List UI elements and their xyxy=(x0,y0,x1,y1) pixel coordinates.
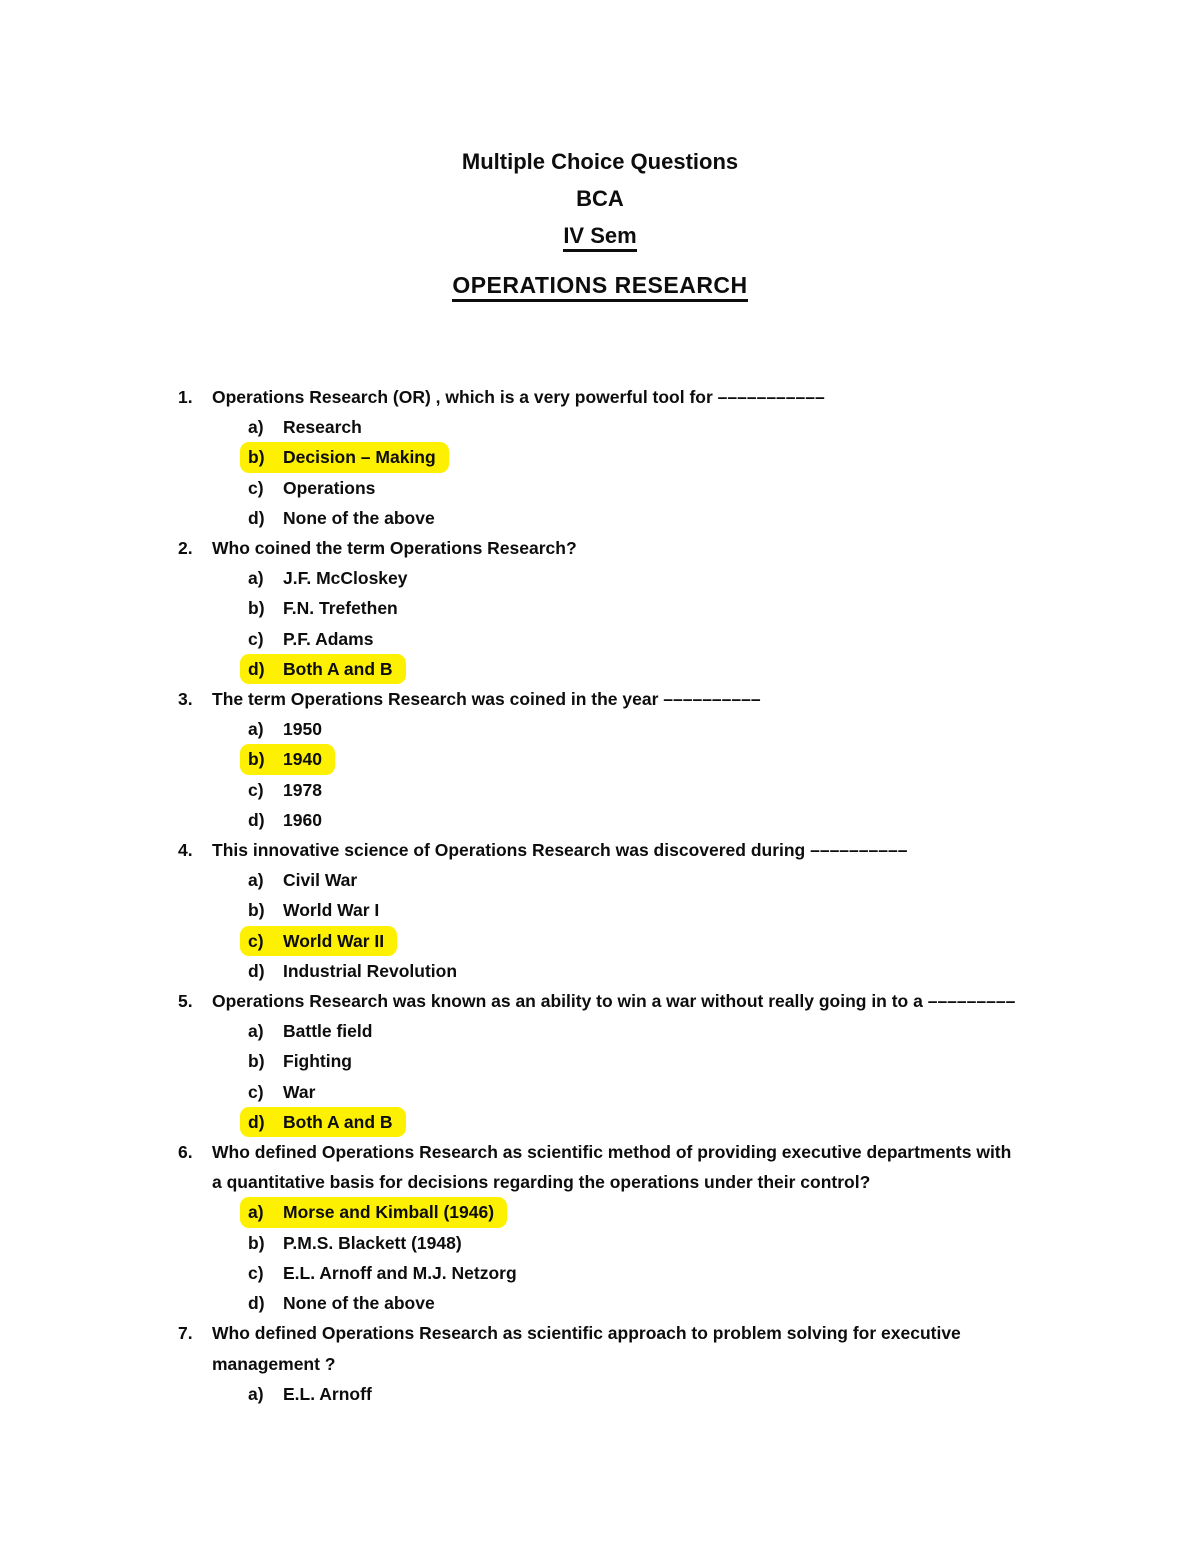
question-text-line: Operations Research was known as an ability to win a war without really going in to a ––––––––– xyxy=(212,991,1016,1012)
option-content-highlighted xyxy=(240,654,406,684)
option-letter: d) xyxy=(248,507,265,528)
question-number: 2. xyxy=(178,538,193,559)
question-6 xyxy=(0,1137,1200,1318)
option-letter: c) xyxy=(248,779,264,800)
option-text: 1950 xyxy=(283,719,322,740)
option-row xyxy=(0,926,1200,956)
option-content xyxy=(248,412,362,442)
option-content xyxy=(248,1228,462,1258)
option-text: P.F. Adams xyxy=(283,628,374,649)
option-letter: a) xyxy=(248,568,264,589)
option-content xyxy=(248,956,457,986)
doc-course-line xyxy=(0,266,1200,304)
option-row xyxy=(0,442,1200,472)
options-list xyxy=(0,1379,1200,1409)
option-row xyxy=(0,1077,1200,1107)
option-letter: d) xyxy=(248,809,265,830)
option-content xyxy=(248,503,435,533)
option-content-highlighted xyxy=(240,926,397,956)
options-list xyxy=(0,412,1200,533)
option-row xyxy=(0,1258,1200,1288)
option-letter: b) xyxy=(248,447,265,468)
option-content xyxy=(248,1016,372,1046)
option-row xyxy=(0,865,1200,895)
option-letter: b) xyxy=(248,1051,265,1072)
question-number: 7. xyxy=(178,1323,193,1344)
option-content xyxy=(248,1379,372,1409)
option-text: Decision – Making xyxy=(283,447,436,468)
options-list xyxy=(0,714,1200,835)
question-number: 6. xyxy=(178,1142,193,1163)
option-row xyxy=(0,1016,1200,1046)
option-content xyxy=(248,624,373,654)
doc-program: BCA xyxy=(576,186,624,211)
option-letter: d) xyxy=(248,960,265,981)
option-text: 1960 xyxy=(283,809,322,830)
question-3 xyxy=(0,684,1200,835)
option-text: 1940 xyxy=(283,749,322,770)
question-text xyxy=(212,986,1015,1016)
option-row xyxy=(0,744,1200,774)
option-text: World War I xyxy=(283,900,380,921)
option-letter: b) xyxy=(248,1232,265,1253)
options-list xyxy=(0,865,1200,986)
option-row xyxy=(0,895,1200,925)
option-text: F.N. Trefethen xyxy=(283,598,398,619)
question-text xyxy=(212,1318,961,1378)
option-text: P.M.S. Blackett (1948) xyxy=(283,1232,462,1253)
document-header xyxy=(0,0,1200,304)
option-letter: a) xyxy=(248,719,264,740)
question-text-line: The term Operations Research was coined in the year –––––––––– xyxy=(212,689,761,710)
option-content-highlighted xyxy=(240,1107,406,1137)
option-text: Morse and Kimball (1946) xyxy=(283,1202,495,1223)
option-row xyxy=(0,1288,1200,1318)
option-content xyxy=(248,563,408,593)
option-letter: d) xyxy=(248,658,265,679)
question-7 xyxy=(0,1318,1200,1409)
question-text-line: management ? xyxy=(212,1353,336,1374)
question-text xyxy=(212,835,907,865)
option-content xyxy=(248,775,322,805)
option-row xyxy=(0,714,1200,744)
question-1 xyxy=(0,382,1200,533)
option-content xyxy=(248,1258,517,1288)
option-text: None of the above xyxy=(283,1293,435,1314)
question-row xyxy=(0,533,1200,563)
option-row xyxy=(0,654,1200,684)
option-letter: a) xyxy=(248,870,264,891)
option-row xyxy=(0,593,1200,623)
question-text-line: a quantitative basis for decisions regarding the operations under their control? xyxy=(212,1172,871,1193)
question-text xyxy=(212,1137,1011,1197)
option-content xyxy=(248,1046,352,1076)
question-number: 3. xyxy=(178,689,193,710)
question-text-line: Who defined Operations Research as scientific method of providing executive departments with xyxy=(212,1142,1012,1163)
option-text: War xyxy=(283,1081,316,1102)
option-text: Research xyxy=(283,417,362,438)
option-letter: a) xyxy=(248,1202,264,1223)
option-letter: c) xyxy=(248,1262,264,1283)
option-content-highlighted xyxy=(240,442,449,472)
option-letter: b) xyxy=(248,749,265,770)
option-text: Operations xyxy=(283,477,376,498)
option-row xyxy=(0,956,1200,986)
option-text: Fighting xyxy=(283,1051,353,1072)
option-text: 1978 xyxy=(283,779,322,800)
question-row xyxy=(0,684,1200,714)
question-text xyxy=(212,382,825,412)
doc-semester: IV Sem xyxy=(563,223,636,252)
option-row xyxy=(0,1197,1200,1227)
option-content xyxy=(248,1077,315,1107)
option-text: Civil War xyxy=(283,870,358,891)
option-content-highlighted xyxy=(240,744,335,774)
option-content xyxy=(248,1288,435,1318)
question-text-line: Operations Research (OR) , which is a very powerful tool for ––––––––––– xyxy=(212,387,825,407)
question-row xyxy=(0,835,1200,865)
questions-list xyxy=(0,382,1200,1409)
question-4 xyxy=(0,835,1200,986)
option-content xyxy=(248,593,398,623)
option-content xyxy=(248,865,357,895)
option-text: J.F. McCloskey xyxy=(283,568,408,589)
option-letter: c) xyxy=(248,1081,264,1102)
option-row xyxy=(0,624,1200,654)
option-row xyxy=(0,1046,1200,1076)
options-list xyxy=(0,1016,1200,1137)
option-text: Both A and B xyxy=(283,658,393,679)
option-content xyxy=(248,895,379,925)
option-letter: b) xyxy=(248,900,265,921)
options-list xyxy=(0,563,1200,684)
question-text xyxy=(212,684,761,714)
option-letter: a) xyxy=(248,1021,264,1042)
option-row xyxy=(0,412,1200,442)
question-text xyxy=(212,533,577,563)
option-content xyxy=(248,805,322,835)
doc-semester-line xyxy=(0,217,1200,254)
doc-course-title: OPERATIONS RESEARCH xyxy=(452,272,747,302)
option-text: E.L. Arnoff xyxy=(283,1383,372,1404)
option-letter: d) xyxy=(248,1293,265,1314)
option-letter: c) xyxy=(248,477,264,498)
option-row xyxy=(0,775,1200,805)
option-row xyxy=(0,503,1200,533)
option-row xyxy=(0,805,1200,835)
option-row xyxy=(0,473,1200,503)
option-row xyxy=(0,1379,1200,1409)
doc-title: Multiple Choice Questions xyxy=(461,149,739,174)
option-content xyxy=(248,714,322,744)
option-letter: c) xyxy=(248,930,264,951)
question-row xyxy=(0,382,1200,412)
option-text: Both A and B xyxy=(283,1111,393,1132)
option-text: Industrial Revolution xyxy=(283,960,458,981)
option-text: Battle field xyxy=(283,1021,373,1042)
option-row xyxy=(0,563,1200,593)
option-content xyxy=(248,473,375,503)
option-letter: b) xyxy=(248,598,265,619)
question-row xyxy=(0,1137,1200,1197)
question-text-line: Who coined the term Operations Research? xyxy=(212,538,577,559)
option-letter: d) xyxy=(248,1111,265,1132)
option-letter: a) xyxy=(248,1383,264,1404)
question-text-line: This innovative science of Operations Research was discovered during –––––––––– xyxy=(212,840,908,861)
question-text-line: Who defined Operations Research as scientific approach to problem solving for executive xyxy=(212,1323,961,1344)
option-text: E.L. Arnoff and M.J. Netzorg xyxy=(283,1262,517,1283)
option-text: World War II xyxy=(283,930,385,951)
option-text: None of the above xyxy=(283,507,435,528)
option-letter: a) xyxy=(248,417,264,438)
question-row xyxy=(0,986,1200,1016)
question-row xyxy=(0,1318,1200,1378)
options-list xyxy=(0,1197,1200,1318)
question-5 xyxy=(0,986,1200,1137)
question-2 xyxy=(0,533,1200,684)
question-number: 1. xyxy=(178,387,193,407)
question-number: 5. xyxy=(178,991,193,1012)
question-number: 4. xyxy=(178,840,193,861)
option-letter: c) xyxy=(248,628,264,649)
option-row xyxy=(0,1107,1200,1137)
option-row xyxy=(0,1228,1200,1258)
option-content-highlighted xyxy=(240,1197,507,1227)
